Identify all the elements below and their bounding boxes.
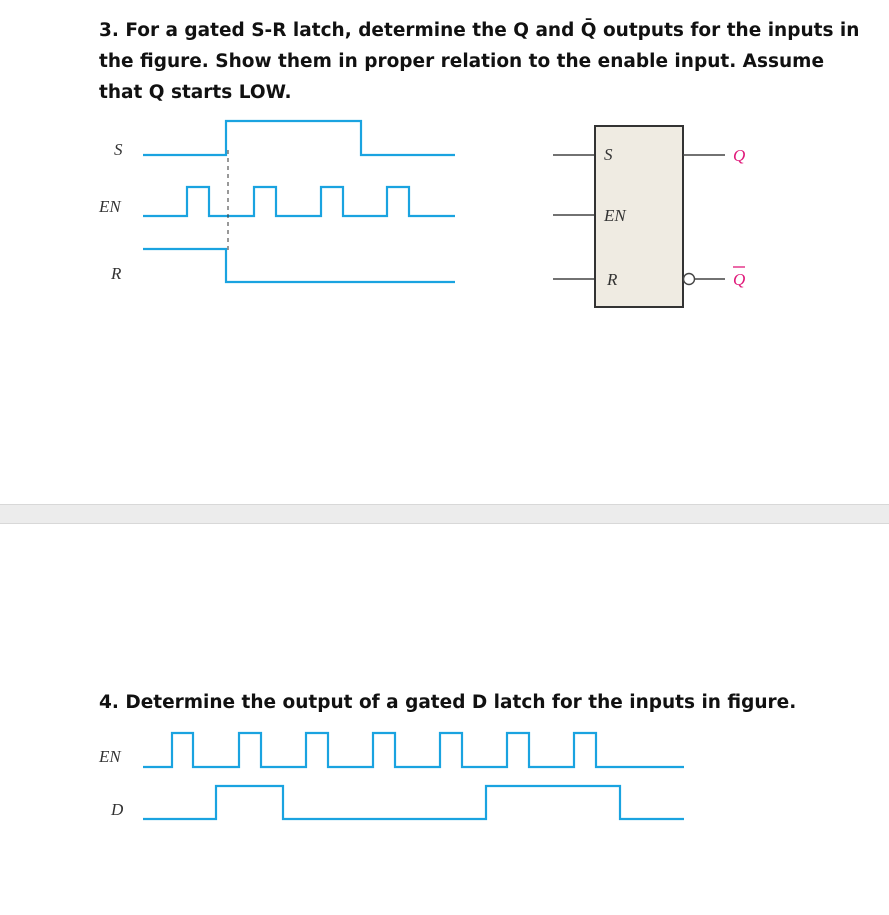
latch-output-q: Q bbox=[733, 146, 746, 165]
latch-input-en: EN bbox=[604, 206, 626, 225]
q3-s-waveform bbox=[143, 121, 455, 155]
latch-input-r: R bbox=[607, 270, 618, 289]
sr-latch-symbol bbox=[553, 126, 745, 307]
q3-r-waveform bbox=[143, 249, 455, 282]
q4-en-waveform bbox=[143, 733, 684, 767]
question-3-text: 3. For a gated S-R latch, determine the Q and Q̄ outputs for the inputs in the figure. Show them in proper relation to the enable input. Assume that Q starts LOW. bbox=[99, 20, 860, 103]
latch-inversion-bubble bbox=[684, 274, 695, 285]
q3-en-waveform bbox=[143, 187, 455, 216]
q3-label-en: EN bbox=[99, 197, 121, 216]
latch-input-s: S bbox=[604, 145, 613, 164]
q4-label-en: EN bbox=[99, 747, 121, 766]
q4-label-d: D bbox=[111, 800, 124, 819]
question-4-text: 4. Determine the output of a gated D latch for the inputs in figure. bbox=[99, 692, 797, 713]
q3-label-r: R bbox=[111, 264, 122, 283]
latch-output-qbar: Q bbox=[733, 270, 746, 289]
q3-label-s: S bbox=[114, 140, 123, 159]
q4-d-waveform bbox=[143, 786, 684, 819]
